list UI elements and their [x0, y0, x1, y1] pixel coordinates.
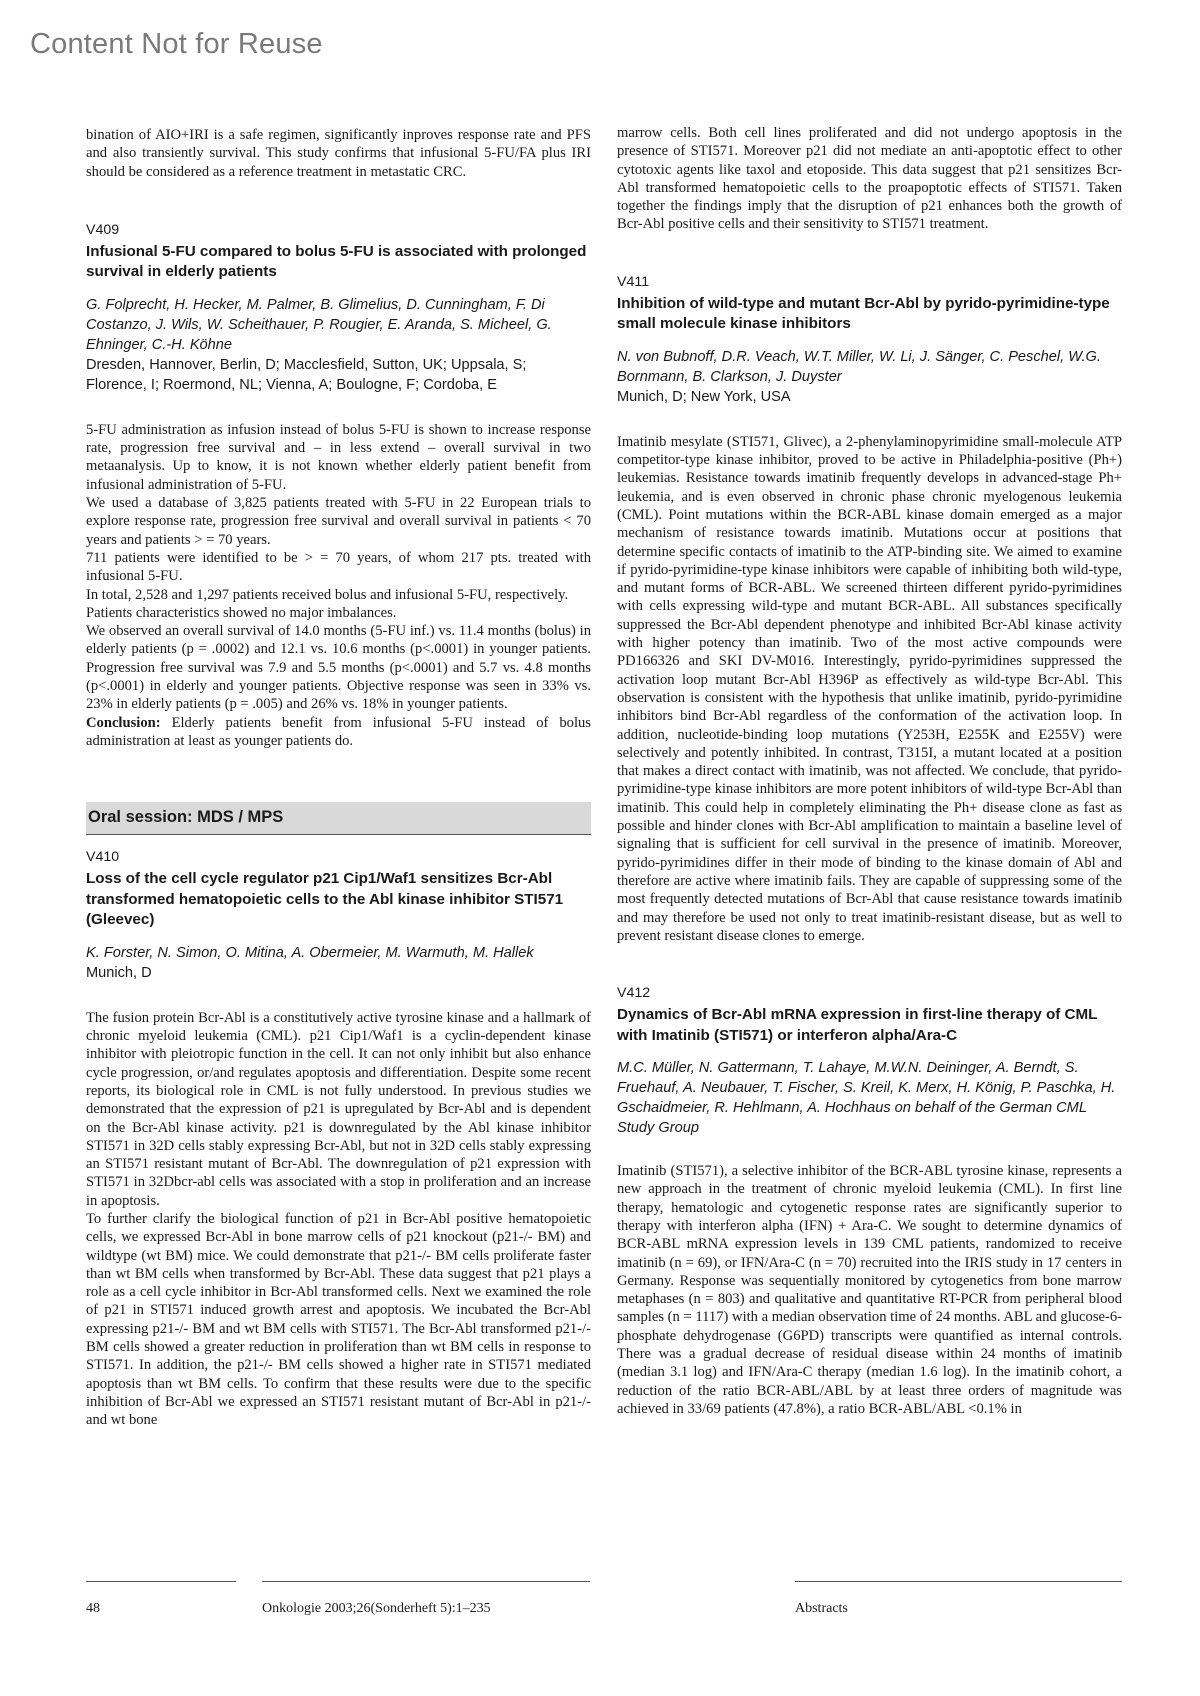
affiliation-v409: Dresden, Hannover, Berlin, D; Macclesfield, Sutton, UK; Uppsala, S; Florence, I; Roermond, NL; Vienna, A; Boulogne, F; Cordoba, E [86, 356, 527, 393]
footer-rule-right [795, 1581, 1122, 1582]
abstract-id-v409: V409 [86, 221, 120, 238]
paragraph: We observed an overall survival of 14.0 months (5-FU inf.) vs. 11.4 months (bolus) in elderly patients (p = .0002) and 12.1 vs. 10.6 months (p<.0001) in younger patients. Progression free survival was 7.9 and 5.5 months (p<.0001) and 5.7 vs. 4.8 months (p<.0001) in elderly and younger patients. Objective response was seen in 33% vs. 23% in elderly patients (p = .005) and 26% vs. 18% in younger patients. [86, 623, 591, 713]
authors-v409: G. Folprecht, H. Hecker, M. Palmer, B. Glimelius, D. Cunningham, F. Di Costanzo, J. Wils, W. Scheithauer, P. Rougier, E. Aranda, S. Micheel, G. Ehninger, C.-H. Köhne [86, 296, 552, 353]
conclusion [86, 714, 591, 751]
paragraph: Imatinib mesylate (STI571, Glivec), a 2-phenylaminopyrimidine small-molecule ATP competitor-type kinase inhibitor, proved to be active in Philadelphia-positive (Ph+) leukemias. Resistance towards imatinib frequently develops in advanced-stage Ph+ leukemia, and is even observed in chronic phase chronic myelogenous leukemia (CML). Point mutations within the BCR-ABL kinase domain emerged as a major mechanism of resistance towards imatinib. Mutations occur at positions that determine specific contacts of imatinib to the ATP-binding site. We aimed to examine if pyrido-pyrimidine-type kinase inhibitors were capable of inhibiting both wild-type, and mutant forms of BCR-ABL. We screened thirteen different pyrido-pyrimidines with cells expressing wild-type and mutant BCR-ABL. All substances specifically suppressed the Bcr-Abl dependent phenotype and inhibited Bcr-Abl kinase activity with higher potency than imatinib. Two of the most active compounds were PD166326 and SKI DV-M016. Interestingly, pyrido-pyrimidines suppressed the activation loop mutant Bcr-Abl H396P as effectively as wild-type Bcr-Abl. This observation is consistent with the hypothesis that unlike imatinib, pyrido-pyrimidine inhibitors bind Bcr-Abl regardless of the conformation of the activation loop. In addition, nucleotide-binding loop mutations (Y253H, E255K and E255V) were selectively and potently inhibited. In contrast, T315I, a mutant located at a position that makes a direct contact with imatinib, was not affected. We conclude, that pyrido-pyrimidine-type kinase inhibitors are more potent inhibitors of wild-type Bcr-Abl than imatinib. This could help in completely eliminating the Ph+ disease clone as fast as possible and hinder clones with Bcr-Abl amplification to maintain a baseline level of signaling that is sufficient for cell survival in the presence of imatinib. Moreover, pyrido-pyrimidines differ in their mode of binding to the kinase domain of Abl and therefore are active where imatinib fails. They are capable of suppressing some of the most frequently detected mutations of Bcr-Abl that cause resistance towards imatinib and may therefore be used not only to treat imatinib-resistant disease, but as well to prevent resistant disease clones to emerge. [617, 433, 1122, 944]
paragraph: Patients characteristics showed no major imbalances. [86, 604, 397, 621]
paragraph: To further clarify the biological function of p21 in Bcr-Abl positive hematopoietic cells, we expressed Bcr-Abl in bone marrow cells of p21 knockout (p21-/- BM) and wildtype (wt BM) mice. We could demonstrate that p21-/- BM cells proliferate faster than wt BM cells when transformed by Bcr-Abl. These data suggest that p21 plays a role as a cell cycle inhibitor in Bcr-Abl transformed cells. Next we examined the role of p21 in STI571 induced growth arrest and apoptosis. We incubated the Bcr-Abl expressing p21-/- BM and wt BM cells with STI571. The Bcr-Abl transformed p21-/- BM cells showed a greater reduction in proliferation than wt BM cells in response to STI571. In addition, the p21-/- BM cells showed a higher rate in STI571 mediated apoptosis than wt BM cells. To confirm that these results were due to the specific inhibition of Bcr-Abl we expressed an STI571 resistant mutant of Bcr-Abl in p21-/- and wt bone [86, 1211, 591, 1429]
footer-rule-center [262, 1581, 590, 1582]
paragraph: In total, 2,528 and 1,297 patients received bolus and infusional 5-FU, respectively. [86, 586, 569, 603]
abstract-id-v410: V410 [86, 849, 120, 866]
footer-rule-left [86, 1581, 236, 1582]
conclusion-text: Elderly patients benefit from infusional 5-FU instead of bolus administration at least as younger patients do. [86, 714, 591, 749]
right-column [617, 124, 1122, 1418]
paragraph: 711 patients were identified to be > = 70 years, of whom 217 pts. treated with infusional 5-FU. [86, 549, 591, 585]
authors-v411: N. von Bubnoff, D.R. Veach, W.T. Miller, W. Li, J. Sänger, C. Peschel, W.G. Bornmann, B. Clarkson, J. Duyster [617, 348, 1101, 385]
watermark: Content Not for Reuse [30, 28, 323, 60]
paragraph: The fusion protein Bcr-Abl is a constitutively active tyrosine kinase and a hallmark of chronic myeloid leukemia (CML). p21 Cip1/Waf1 is a cyclin-dependent kinase inhibitor with pleiotropic function in the cell. It can not only inhibit but also enhance cycle progression, or/and regulates apoptosis and differentiation. Despite some recent reports, its biological role in CML is not fully understood. In previous studies we demonstrated that the expression of p21 is upregulated by Bcr-Abl and is dependent on the Bcr-Abl kinase activity. p21 is downregulated by the Abl kinase inhibitor STI571 in 32D cells stably expressing Bcr-Abl, but not in 32D cells stably expressing an STI571 resistant mutant of Bcr-Abl. The downregulation of p21 expression with STI571 in 32Dbcr-abl cells was associated with a stop in proliferation and an increase in apoptosis. [86, 1009, 591, 1209]
page-number: 48 [86, 1601, 100, 1616]
section-label: Abstracts [795, 1601, 848, 1616]
left-column [86, 126, 591, 1430]
authors-v410: K. Forster, N. Simon, O. Mitina, A. Obermeier, M. Warmuth, M. Hallek [86, 944, 534, 961]
abstract-id-v412: V412 [617, 985, 651, 1002]
paragraph: We used a database of 3,825 patients treated with 5-FU in 22 European trials to explore response rate, progression free survival and overall survival in patients < 70 years and patients > = 70 years. [86, 495, 591, 548]
abstract-body-v410 [86, 1009, 591, 1430]
abstract-title-v409: Infusional 5-FU compared to bolus 5-FU is associated with prolonged survival in elderly patients [86, 242, 587, 281]
intro-text: bination of AIO+IRI is a safe regimen, significantly inproves response rate and PFS and also transiently survival. This study confirms that infusional 5-FU/FA plus IRI should be considered as a reference treatment in metastatic CRC. [86, 127, 591, 180]
abstract-body-v411 [617, 433, 1122, 945]
abstract-title-v410: Loss of the cell cycle regulator p21 Cip1/Waf1 sensitizes Bcr-Abl transformed hematopoietic cells to the Abl kinase inhibitor STI571 (Gleevec) [86, 870, 564, 929]
v410-continued-text: marrow cells. Both cell lines proliferated and did not undergo apoptosis in the presence of STI571. Moreover p21 did not mediate an anti-apoptotic effect to other cytotoxic agents like taxol and etoposide. This data suggest that p21 sensitizes Bcr-Abl transformed hematopoietic cells to the proapoptotic effects of STI571. Taken together the findings imply that the disruption of p21 enhances both the growth of Bcr-Abl positive cells and their sensitivity to STI571 treatment. [617, 125, 1122, 233]
authors-v412: M.C. Müller, N. Gattermann, T. Lahaye, M.W.N. Deininger, A. Berndt, S. Fruehauf, A. Neubauer, T. Fischer, S. Kreil, K. Merx, H. König, P. Paschka, H. Gschaidmeier, R. Hehlmann, A. Hochhaus on behalf of the German CML Study Group [617, 1060, 1116, 1137]
paragraph: 5-FU administration as infusion instead of bolus 5-FU is shown to increase response rate, progression free survival and – in less extend – overall survival in two metaanalysis. Up to know, it is not known whether elderly patient benefit from infusional administration of 5-FU. [86, 421, 591, 493]
abstract-title-v412: Dynamics of Bcr-Abl mRNA expression in first-line therapy of CML with Imatinib (STI571) or interferon alpha/Ara-C [617, 1006, 1098, 1044]
paragraph: Imatinib (STI571), a selective inhibitor of the BCR-ABL tyrosine kinase, represents a new approach in the treatment of chronic myeloid leukemia (CML). In first line therapy, hematologic and cytogenetic response rates are significantly superior to therapy with interferon alpha (IFN) + Ara-C. We sought to determine dynamics of BCR-ABL mRNA expression levels in 139 CML patients, randomized to receive imatinib (n = 69), or IFN/Ara-C (n = 70) recruited into the IRIS study in 17 centers in Germany. Response was sequentially monitored by cytogenetics from bone marrow metaphases (n = 803) and qualitative and quantitative RT-PCR from peripheral blood samples (n = 1117) with a median observation time of 24 months. ABL and glucose-6-phosphate dehydrogenase (G6PD) transcripts were quantified as internal controls. There was a gradual decrease of residual disease within 24 months of imatinib (median 3.1 log) and IFN/Ara-C therapy (median 1.6 log). In the imatinib cohort, a reduction of the ratio BCR-ABL/ABL by at least three orders of magnitude was achieved in 33/69 patients (47.8%), a ratio BCR-ABL/ABL <0.1% in [617, 1163, 1122, 1417]
affiliation-v411: Munich, D; New York, USA [617, 388, 791, 405]
session-header: Oral session: MDS / MPS [86, 802, 591, 835]
conclusion-label: Conclusion: [86, 714, 161, 731]
abstract-id-v411: V411 [617, 273, 650, 290]
journal-citation: Onkologie 2003;26(Sonderheft 5):1–235 [262, 1601, 491, 1616]
abstract-title-v411: Inhibition of wild-type and mutant Bcr-Abl by pyrido-pyrimidine-type small molecule kinase inhibitors [617, 294, 1110, 333]
abstract-body-v409 [86, 421, 591, 750]
affiliation-v410: Munich, D [86, 964, 152, 981]
abstract-body-v412 [617, 1162, 1122, 1418]
